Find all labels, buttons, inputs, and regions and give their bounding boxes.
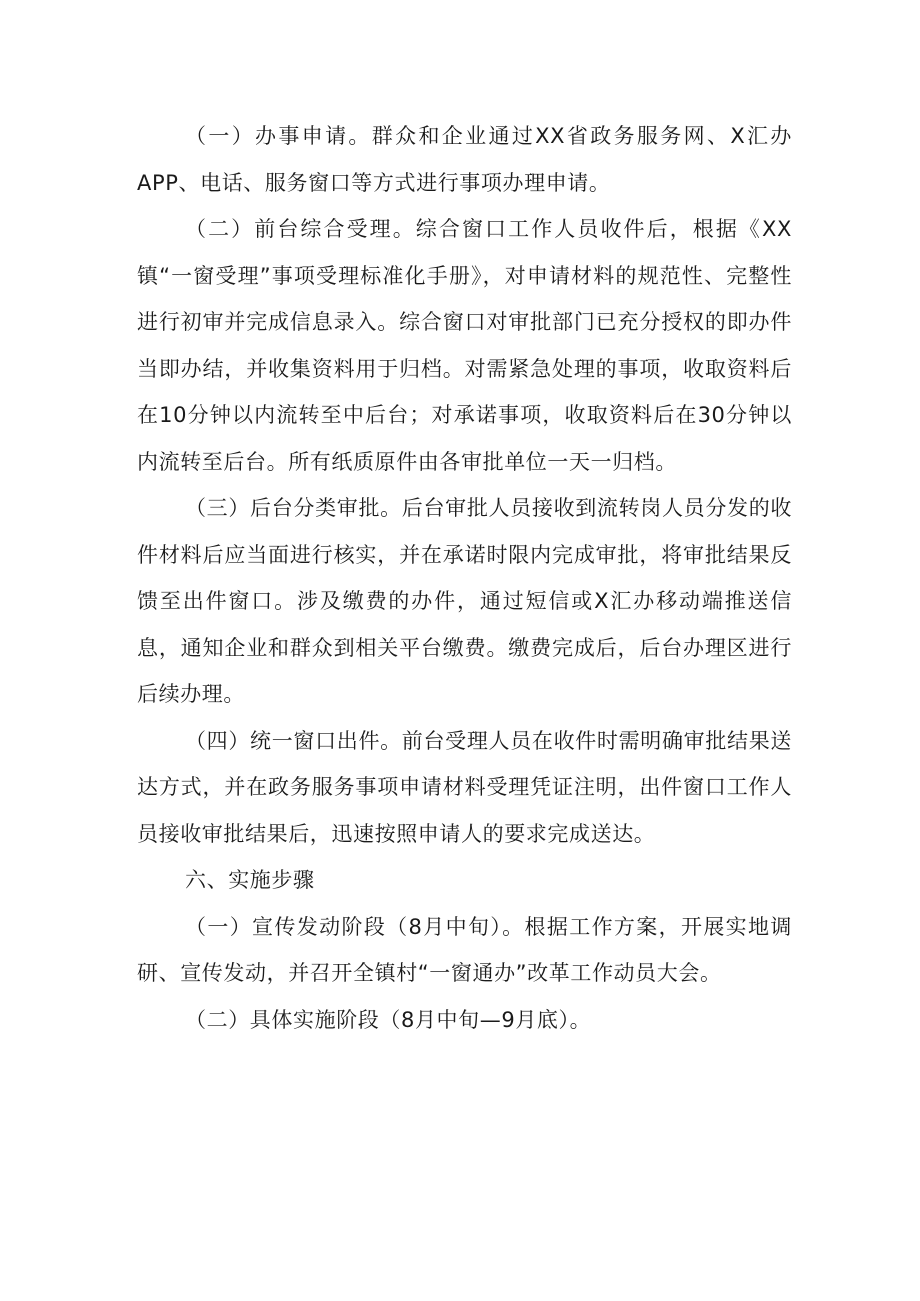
paragraph-step-implementation: （二）具体实施阶段（8月中旬—9月底）。 xyxy=(185,1007,592,1032)
paragraph-step-publicity: （一）宣传发动阶段（8月中旬）。根据工作方案，开展实地调研、宣传发动，并召开全镇村“一窗通办”改革工作动员大会。 xyxy=(137,914,792,985)
paragraph-backend-approval: （三）后台分类审批。后台审批人员接收到流转岗人员分发的收件材料后应当面进行核实，并在承诺时限内完成审批，将审批结果反馈至出件窗口。涉及缴费的办件，通过短信或X汇办移动端推送信息，通知企业和群众到相关平台缴费。缴费完成后，后台办理区进行后续办理。 xyxy=(137,496,792,706)
section-heading-implementation-steps: 六、实施步骤 xyxy=(185,868,315,892)
document-body xyxy=(137,113,792,1043)
paragraph-unified-window-output: （四）统一窗口出件。前台受理人员在收件时需明确审批结果送达方式，并在政务服务事项申请材料受理凭证注明，出件窗口工作人员接收审批结果后，迅速按照申请人的要求完成送达。 xyxy=(137,728,792,846)
paragraph-application: （一）办事申请。群众和企业通过XX省政务服务网、X汇办APP、电话、服务窗口等方式进行事项办理申请。 xyxy=(137,124,792,195)
paragraph-front-desk-acceptance: （二）前台综合受理。综合窗口工作人员收件后，根据《XX镇“一窗受理”事项受理标准化手册》，对申请材料的规范性、完整性进行初审并完成信息录入。综合窗口对审批部门已充分授权的即办件当即办结，并收集资料用于归档。对需紧急处理的事项，收取资料后在10分钟以内流转至中后台；对承诺事项，收取资料后在30分钟以内流转至后台。所有纸质原件由各审批单位一天一归档。 xyxy=(137,217,792,474)
